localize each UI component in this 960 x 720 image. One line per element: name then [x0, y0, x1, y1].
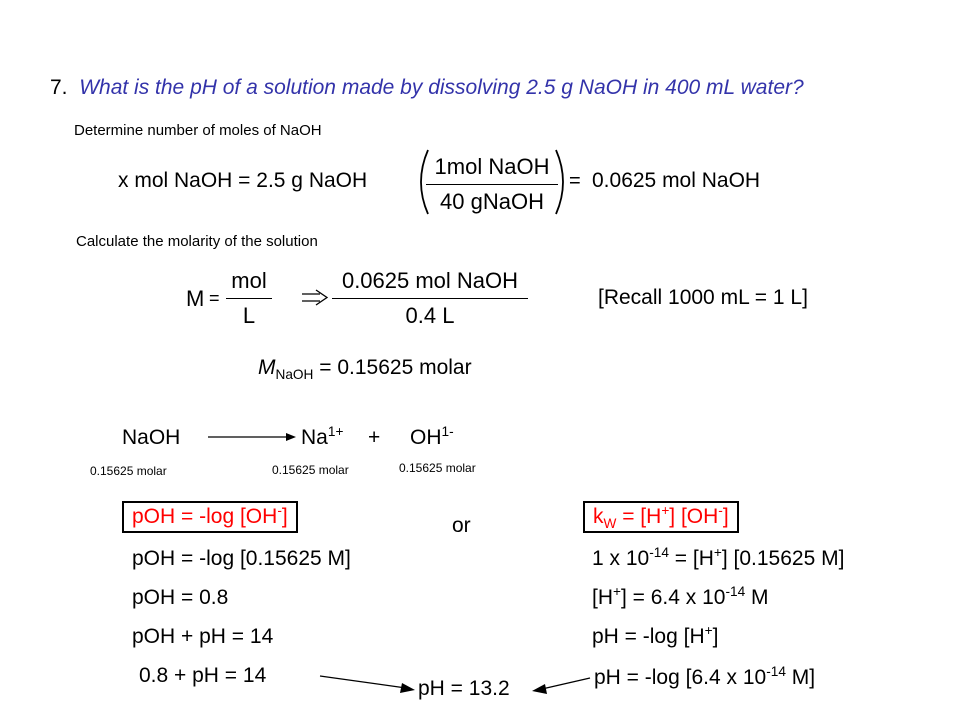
- implies-arrow-icon: [300, 288, 330, 308]
- left-line-3: pOH + pH = 14: [132, 625, 274, 648]
- question-text: What is the pH of a solution made by dissolving 2.5 g NaOH in 400 mL water?: [79, 76, 804, 99]
- right-line-2-c: M: [745, 586, 769, 609]
- right-line-2-a: [H: [592, 586, 613, 609]
- left-line-2: pOH = 0.8: [132, 586, 229, 609]
- kw-end: ]: [722, 505, 729, 528]
- poh-formula-charge: -: [277, 503, 282, 518]
- right-line-2-exp: -14: [725, 584, 746, 599]
- product-hydroxide-charge: 1-: [441, 424, 454, 439]
- molarity-result-sub: NaOH: [275, 367, 314, 383]
- equals-sign: =: [209, 288, 220, 308]
- right-line-3-a: pH = -log [H: [592, 625, 705, 648]
- question-number: 7.: [50, 76, 68, 99]
- molarity-definition: [226, 268, 272, 329]
- fraction-bar: [226, 298, 272, 299]
- kw-eq: = [H: [616, 505, 662, 528]
- right-line-3-b: ]: [712, 625, 719, 648]
- product-sodium-symbol: Na: [301, 426, 328, 449]
- conc-sodium: 0.15625 molar: [272, 463, 349, 477]
- right-line-3-charge: +: [704, 623, 713, 638]
- molarity-numerator: mol: [231, 268, 267, 293]
- molarity-symbol: M: [186, 286, 205, 311]
- conversion-factor: [426, 154, 558, 215]
- product-hydroxide-symbol: OH: [410, 426, 442, 449]
- kw-symbol: k: [593, 505, 604, 528]
- product-hydroxide: [410, 426, 454, 450]
- poh-formula: pOH = -log [OH: [132, 505, 278, 528]
- right-line-2: [592, 586, 769, 610]
- recall-note: [Recall 1000 mL = 1 L]: [598, 286, 808, 309]
- conc-reactant: 0.15625 molar: [90, 464, 167, 478]
- final-answer: pH = 13.2: [418, 677, 510, 700]
- molarity-result-value: = 0.15625 molar: [313, 356, 472, 379]
- conversion-denominator: 40 gNaOH: [440, 189, 544, 214]
- right-line-4-exp: -14: [766, 664, 786, 679]
- right-line-1-charge: +: [713, 545, 722, 560]
- equals-sign: =: [569, 170, 581, 192]
- calc-denominator: 0.4 L: [405, 303, 455, 328]
- step1-lhs: x mol NaOH = 2.5 g NaOH: [118, 169, 368, 192]
- right-line-2-charge: +: [613, 584, 621, 599]
- product-sodium: [301, 426, 343, 450]
- molarity-result: [258, 356, 472, 383]
- right-line-2-b: ] = 6.4 x 10: [620, 586, 726, 609]
- kw-sub: W: [603, 516, 617, 532]
- right-line-1-c: ] [0.15625 M]: [721, 547, 845, 570]
- or-text: or: [452, 514, 471, 537]
- question: [50, 76, 804, 100]
- right-line-4-a: pH = -log [6.4 x 10: [594, 666, 767, 689]
- right-line-4: [594, 666, 815, 690]
- molarity-denominator: L: [242, 303, 256, 328]
- poh-formula-box: [122, 501, 298, 533]
- molarity-result-symbol: M: [258, 356, 276, 379]
- right-line-1-b: = [H: [668, 547, 714, 570]
- conversion-numerator: 1mol NaOH: [434, 154, 550, 179]
- kw-minus-charge: -: [718, 503, 723, 518]
- left-line-4: 0.8 + pH = 14: [139, 664, 267, 687]
- right-arrow-to-answer-icon: [530, 675, 592, 697]
- step1-result: 0.0625 mol NaOH: [592, 169, 761, 192]
- conc-hydroxide: 0.15625 molar: [399, 461, 476, 475]
- right-line-4-b: M]: [785, 666, 816, 689]
- molarity-calculation: [332, 268, 528, 329]
- fraction-bar: [426, 184, 558, 185]
- left-line-1: pOH = -log [0.15625 M]: [132, 547, 351, 570]
- plus-sign: +: [368, 426, 381, 449]
- step2-heading: Calculate the molarity of the solution: [76, 233, 318, 250]
- step1-heading: Determine number of moles of NaOH: [74, 122, 322, 139]
- fraction-bar: [332, 298, 528, 299]
- calc-numerator: 0.0625 mol NaOH: [341, 268, 519, 293]
- product-sodium-charge: 1+: [327, 424, 344, 439]
- poh-formula-end: ]: [281, 505, 288, 528]
- right-line-3: [592, 625, 718, 649]
- reactant: NaOH: [122, 426, 181, 449]
- kw-formula-box: [583, 501, 739, 533]
- right-line-1-a: 1 x 10: [592, 547, 650, 570]
- kw-plus-charge: +: [661, 503, 670, 518]
- right-line-1-exp: -14: [649, 545, 669, 560]
- right-line-1: [592, 547, 844, 571]
- left-arrow-to-answer-icon: [318, 670, 418, 700]
- kw-mid: ] [OH: [669, 505, 719, 528]
- reaction-arrow-icon: [206, 430, 298, 444]
